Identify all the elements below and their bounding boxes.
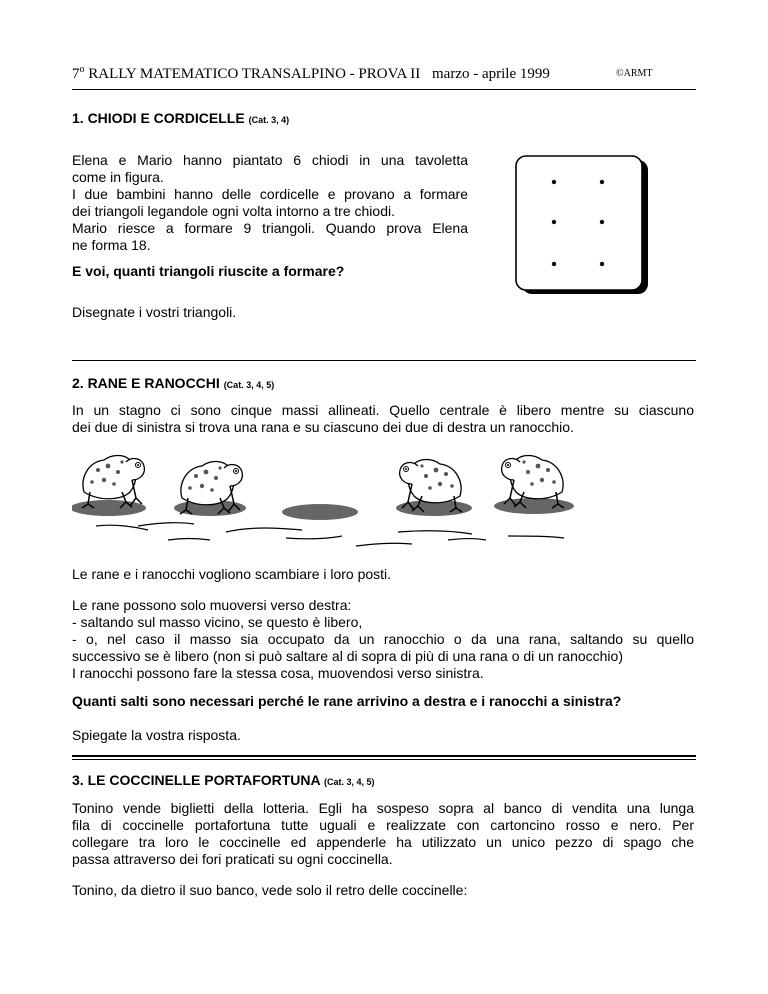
- problem2-intro: [72, 402, 694, 436]
- problem3-title: [72, 772, 375, 788]
- nail: [600, 180, 604, 184]
- problem2-rule: I ranocchi possono fare la stessa cosa, muovendosi verso sinistra.: [72, 665, 484, 681]
- problem2-rule: Le rane possono solo muoversi verso destra:: [72, 597, 352, 613]
- page-header: [72, 64, 696, 83]
- problem2-cat: (Cat. 3, 4, 5): [223, 380, 275, 390]
- nail: [552, 180, 556, 184]
- problem2-line: dei due di sinistra si trova una rana e su ciascuno dei due di destra un ranocchio.: [72, 419, 574, 435]
- header-dates: marzo - aprile 1999: [432, 66, 550, 82]
- problem2-question: Quanti salti sono necessari perché le rane arrivino a destra e i ranocchi a sinistra?: [72, 693, 622, 709]
- problem3-line: fila di coccinelle portafortuna tutte uguali e realizzate con cartoncino rosso e nero. Per: [72, 817, 694, 833]
- problem3-title-text: 3. LE COCCINELLE PORTAFORTUNA: [72, 772, 321, 788]
- problem2-swap: Le rane e i ranocchi vogliono scambiare i loro posti.: [72, 566, 392, 582]
- problem2-title: [72, 375, 274, 391]
- water-lines: [96, 523, 564, 546]
- header-number: 7: [72, 66, 80, 82]
- problem2-rules: [72, 597, 694, 682]
- problem1-line: Mario riesce a formare 9 triangoli. Quando prova Elena: [72, 220, 468, 236]
- pond-illustration: [72, 450, 632, 556]
- problem1-title: [72, 110, 289, 126]
- problem2-rule: successivo se è libero (non si può saltare al di sopra di più di una rana o di un ranocchio): [72, 648, 623, 664]
- problem3-line: passa attraverso dei fori praticati su ogni coccinella.: [72, 851, 393, 867]
- problem1-line: I due bambini hanno delle cordicelle e provano a formare: [72, 186, 468, 202]
- problem1-instruction: Disegnate i vostri triangoli.: [72, 304, 237, 320]
- board: [516, 156, 642, 290]
- section-rule: [72, 360, 696, 361]
- nail: [600, 220, 604, 224]
- problem2-rule: - saltando sul masso vicino, se questo è libero,: [72, 614, 363, 630]
- problem1-cat: (Cat. 3, 4): [248, 115, 290, 125]
- problem1-line: Elena e Mario hanno piantato 6 chiodi in una tavoletta: [72, 152, 468, 168]
- nail: [600, 262, 604, 266]
- problem3-cat: (Cat. 3, 4, 5): [324, 777, 375, 787]
- problem2-rule: - o, nel caso il masso sia occupato da un ranocchio o da una rana, saltando su quello: [72, 631, 694, 647]
- problem1-question: E voi, quanti triangoli riuscite a formare?: [72, 263, 345, 279]
- nail: [552, 220, 556, 224]
- problem1-line: dei triangoli legandole ogni volta intorno a tre chiodi.: [72, 203, 395, 219]
- header-ordinal: o: [79, 64, 85, 75]
- section-rule-double: [72, 755, 696, 760]
- problem1-line: come in figura.: [72, 169, 164, 185]
- nail: [552, 262, 556, 266]
- problem1-title-text: 1. CHIODI E CORDICELLE: [72, 110, 245, 126]
- problem3-line: collegare tra loro le coccinelle ed appenderle ha utilizzato un unico pezzo di spago che: [72, 834, 694, 850]
- problem3-last: Tonino, da dietro il suo banco, vede solo il retro delle coccinelle:: [72, 882, 468, 898]
- rock: [282, 504, 358, 520]
- nail-board-figure: [510, 154, 654, 300]
- problem2-line: In un stagno ci sono cinque massi allineati. Quello centrale è libero mentre su ciascuno: [72, 402, 694, 418]
- problem3-text: [72, 800, 694, 868]
- problem3-line: Tonino vende biglietti della lotteria. Egli ha sospeso sopra al banco di vendita una lunga: [72, 800, 694, 816]
- problem2-instruction: Spiegate la vostra risposta.: [72, 727, 241, 743]
- header-title: RALLY MATEMATICO TRANSALPINO - PROVA II: [88, 66, 421, 82]
- header-rule: [72, 89, 696, 90]
- problem1-line: ne forma 18.: [72, 237, 151, 253]
- header-copyright: ©ARMT: [616, 68, 653, 79]
- problem1-text: [72, 152, 468, 254]
- problem2-title-text: 2. RANE E RANOCCHI: [72, 375, 220, 391]
